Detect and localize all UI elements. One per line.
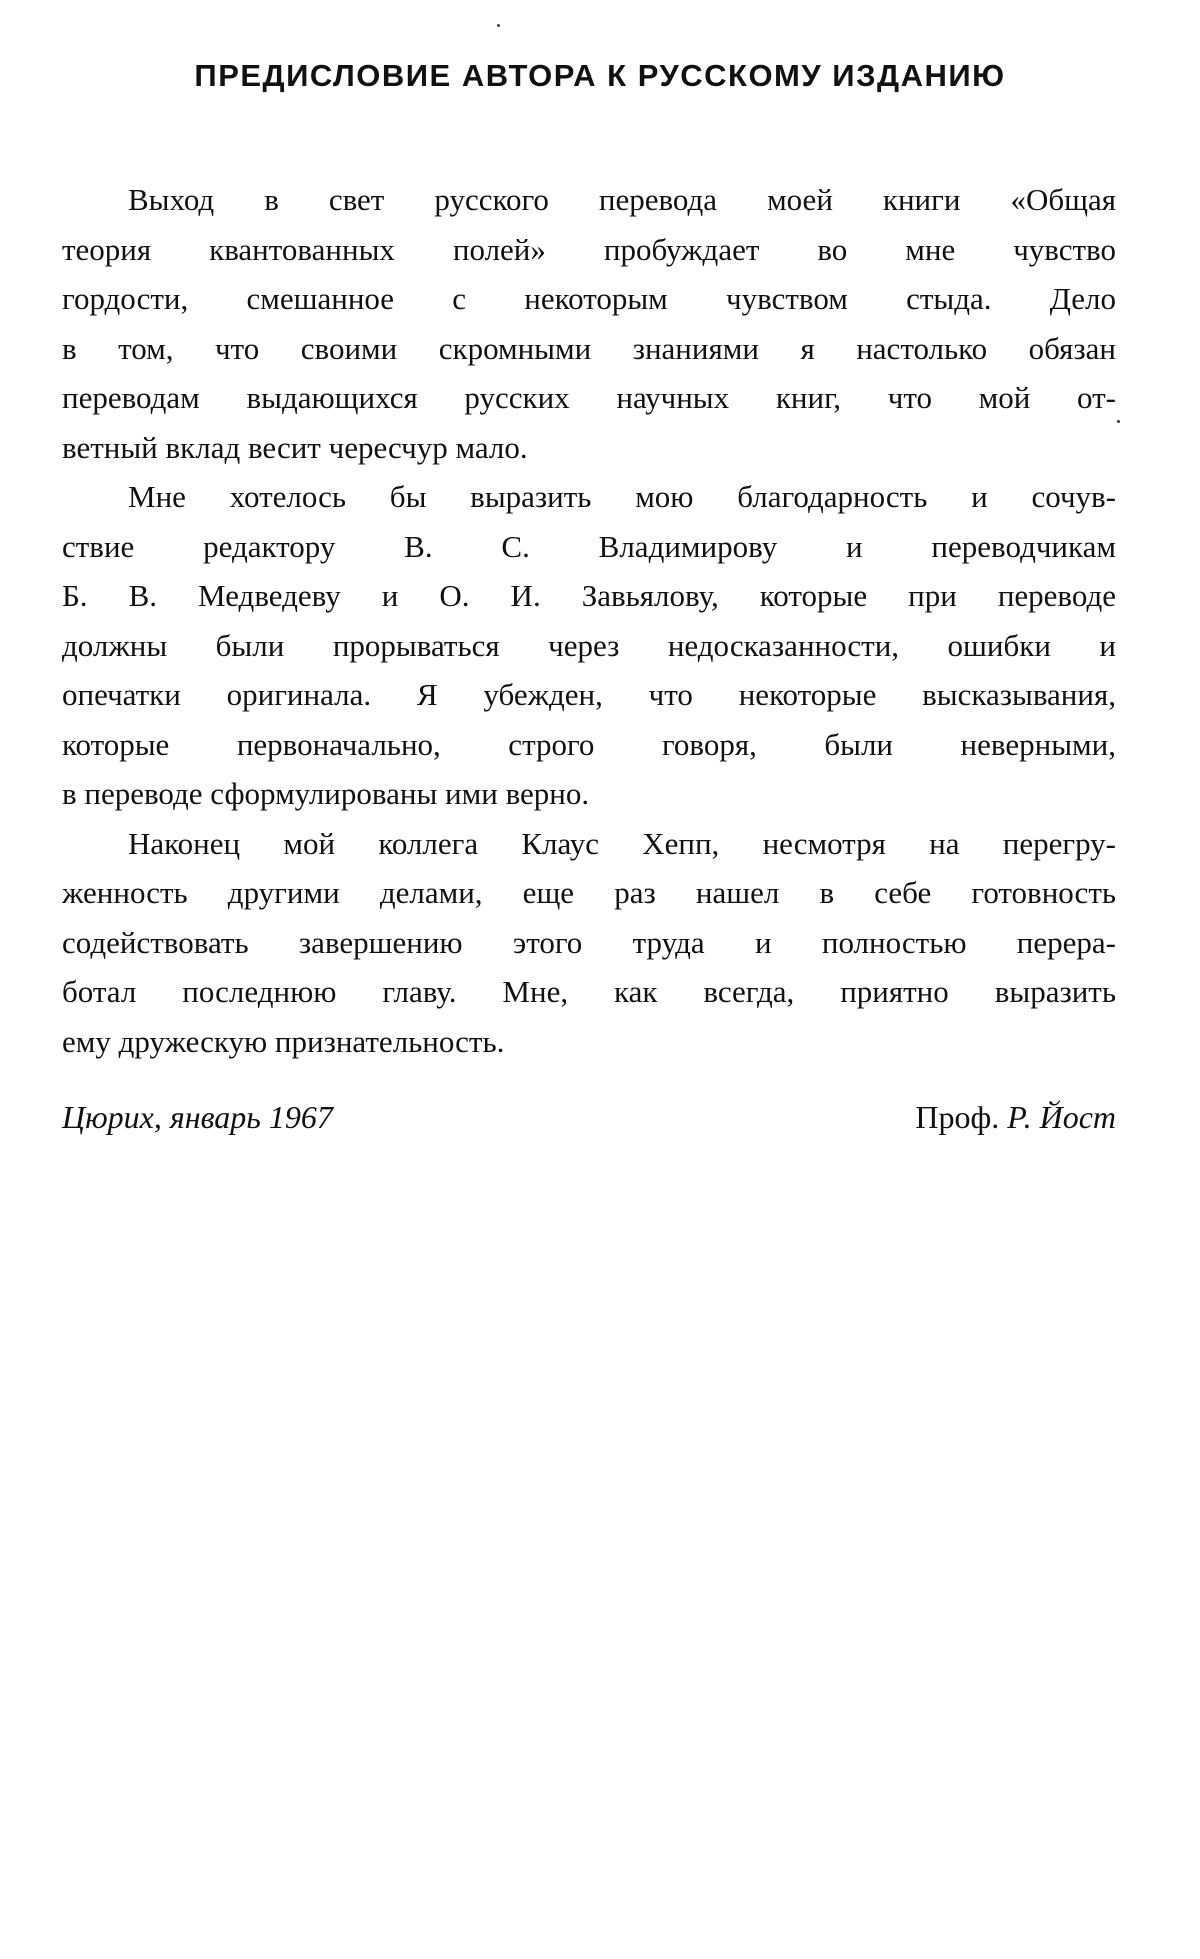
text-line: Б. В. Медведеву и О. И. Завьялову, которые при переводе — [62, 578, 1116, 613]
text-line: ему дружескую признательность. — [62, 1023, 505, 1059]
text-line: гордости, смешанное с некоторым чувством стыда. Дело — [62, 281, 1116, 316]
text-line: в том, что своими скромными знаниями я настолько обязан — [62, 330, 1116, 366]
text-line: ствие редактору В. С. Владимирову и переводчикам — [62, 528, 1116, 564]
text-line: содействовать завершению этого труда и полностью перера- — [62, 924, 1116, 960]
text-line: Выход в свет русского перевода моей книги «Общая — [128, 182, 1116, 217]
scan-speck — [1117, 420, 1120, 423]
place-date: Цюрих, январь 1967 — [62, 1099, 333, 1135]
scan-speck — [497, 24, 500, 27]
text-line: которые первоначально, строго говоря, были неверными, — [62, 726, 1116, 762]
text-line: ветный вклад весит чересчур мало. — [62, 429, 528, 465]
page-title: ПРЕДИСЛОВИЕ АВТОРА К РУССКОМУ ИЗДАНИЮ — [194, 58, 1006, 93]
text-line: должны были прорываться через недосказанности, ошибки и — [62, 627, 1116, 663]
text-line: ботал последнюю главу. Мне, как всегда, приятно выразить — [62, 974, 1116, 1009]
author-name: Р. Йост — [1007, 1099, 1116, 1135]
author-title: Проф. — [915, 1099, 1000, 1135]
text-line: переводам выдающихся русских научных книг, что мой от- — [62, 380, 1116, 415]
text-line: Наконец мой коллега Клаус Хепп, несмотря на перегру- — [128, 825, 1116, 861]
author-signature — [915, 1095, 1116, 1139]
text-line: женность другими делами, еще раз нашел в себе готовность — [62, 875, 1116, 910]
text-line: опечатки оригинала. Я убежден, что некоторые высказывания, — [62, 677, 1116, 712]
text-line: в переводе сформулированы ими верно. — [62, 776, 590, 811]
preface-body — [62, 175, 1116, 1066]
text-line: Мне хотелось бы выразить мою благодарность и сочув- — [128, 479, 1116, 514]
text-line: теория квантованных полей» пробуждает во мне чувство — [62, 231, 1116, 267]
